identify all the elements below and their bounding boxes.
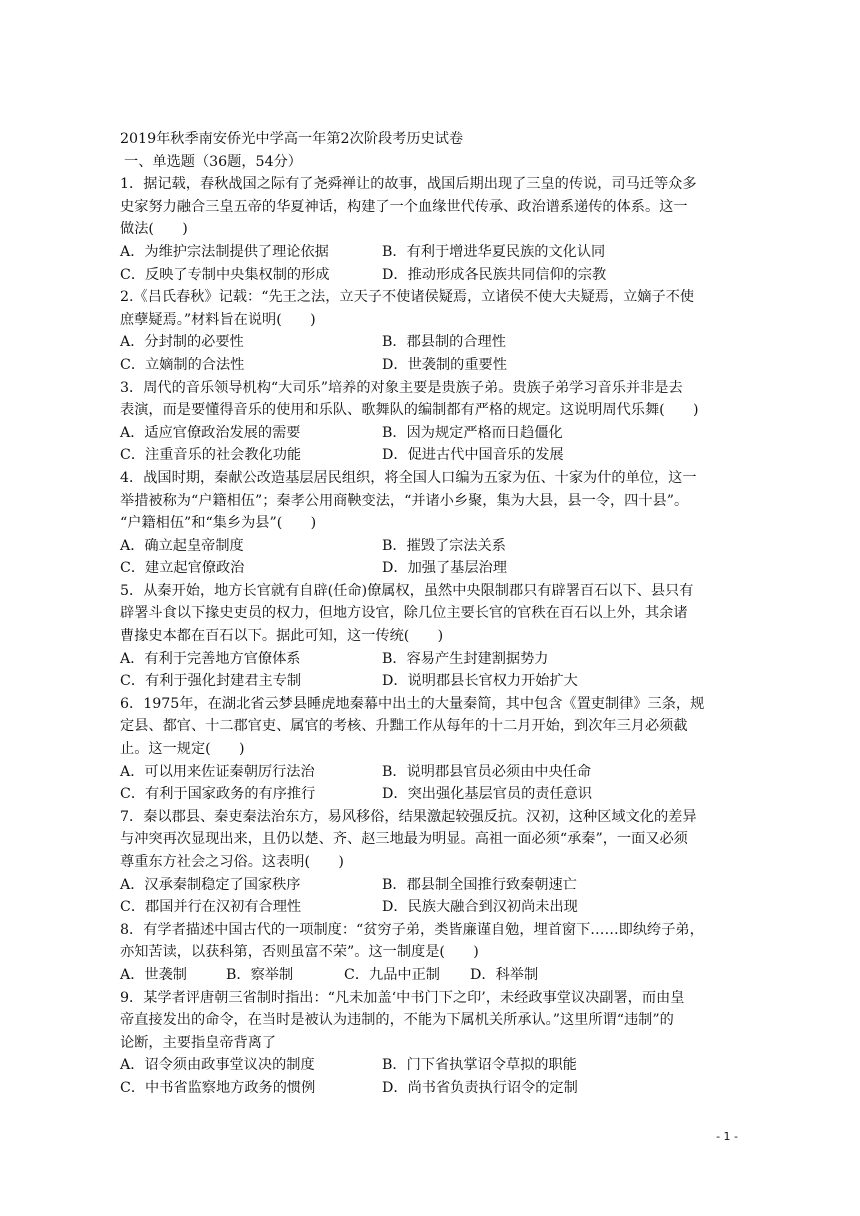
question-text-line: “户籍相伍”和“集乡为县”( )	[120, 515, 317, 532]
option-b: B．说明郡县官员必须由中央任命	[382, 763, 592, 780]
option-b: B．门下省执掌诏令草拟的职能	[382, 1057, 577, 1074]
question-text-line: 论断，主要指皇帝背离了	[120, 1034, 277, 1051]
question-text-line: 举措被称为“户籍相伍”；秦孝公用商鞅变法，“并诸小乡聚，集为大县，县一令，四十县”。	[120, 492, 689, 509]
option-c: C．反映了专制中央集权制的形成	[120, 266, 330, 283]
options-row	[120, 422, 740, 445]
question-text-line: 亦知苦读，以获科第，否则虽富不荣”。这一制度是( )	[120, 944, 479, 961]
question-text-line: 止。这一规定( )	[120, 741, 245, 758]
question-text-line: 表演，而是要懂得音乐的使用和乐队、歌舞队的编制都有严格的规定。这说明周代乐舞( )	[120, 402, 699, 419]
question-2	[120, 286, 740, 376]
option-a: A．有利于完善地方官僚体系	[120, 650, 301, 667]
question-text-line: 尊重东方社会之习俗。这表明( )	[120, 854, 344, 870]
question-text-line: 史家努力融合三皇五帝的华夏神话，构建了一个血缘世代传承、政治谱系递传的体系。这一	[120, 198, 688, 215]
question-text-line: 与冲突再次显现出来，且仍以楚、齐、赵三地最为明显。高祖一面必须“承秦”，一面又必须	[120, 831, 688, 848]
options-row	[120, 783, 740, 806]
page-number: - 1 -	[716, 1130, 738, 1143]
question-6	[120, 693, 740, 806]
question-text-line: 5．从秦开始，地方长官就有自辟(任命)僚属权，虽然中央限制郡只有辟署百石以下、县只有	[120, 582, 694, 599]
option-a: A．诏令须由政事堂议决的制度	[120, 1057, 315, 1074]
option-a: A．世袭制	[120, 966, 187, 983]
question-text-line: 定县、都官、十二郡官吏、属官的考核、升黜工作从每年的十二月开始，到次年三月必须截	[120, 718, 688, 735]
option-c: C．郡国并行在汉初有合理性	[120, 899, 302, 916]
question-8	[120, 919, 740, 987]
option-d: D．促进古代中国音乐的发展	[382, 447, 564, 464]
option-a: A．分封制的必要性	[120, 334, 244, 351]
options-row	[120, 896, 740, 919]
option-c: C．有利于强化封建君主专制	[120, 673, 302, 690]
question-text-line: 3．周代的音乐领导机构“大司乐”培养的对象主要是贵族子弟。贵族子弟学习音乐并非是去	[120, 379, 683, 396]
options-row	[120, 241, 740, 264]
question-text-line: 1．据记载，春秋战国之际有了尧舜禅让的故事，战国后期出现了三皇的传说，司马迁等众多	[120, 176, 697, 193]
option-c: C．注重音乐的社会教化功能	[120, 447, 302, 464]
question-text-line: 7．秦以郡县、秦吏秦法治东方，易风移俗，结果激起较强反抗。汉初，这种区域文化的差异	[120, 808, 697, 825]
question-text-line: 4．战国时期，秦献公改造基层居民组织，将全国人口编为五家为伍、十家为什的单位，这一	[120, 469, 697, 486]
option-a: A．为维护宗法制提供了理论依据	[120, 243, 329, 260]
options-row	[120, 874, 740, 897]
question-1	[120, 173, 740, 286]
question-text-line: 6．1975年，在湖北省云梦县睡虎地秦幕中出土的大量秦简，其中包含《置吏制律》三条，规	[120, 695, 705, 712]
option-b: B．有利于增进华夏民族的文化认同	[382, 243, 606, 260]
options-row	[120, 331, 740, 354]
option-d: D．民族大融合到汉初尚未出现	[382, 899, 578, 916]
option-d: D．科举制	[470, 966, 539, 983]
question-text-line: 曹掾史本都在百石以下。据此可知，这一传统( )	[120, 628, 444, 645]
option-c: C．建立起官僚政治	[120, 560, 245, 577]
options-row	[120, 535, 740, 558]
options-row	[120, 444, 740, 467]
question-7	[120, 806, 740, 919]
question-text-line: 帝直接发出的命令，在当时是被认为违制的，不能为下属机关所承认。”这里所谓“违制”的	[120, 1012, 674, 1029]
question-3	[120, 377, 740, 467]
options-row	[120, 1077, 740, 1100]
option-d: D．加强了基层治理	[382, 560, 507, 577]
option-b: B．摧毁了宗法关系	[382, 537, 506, 554]
options-row	[120, 557, 740, 580]
question-text-line: 做法( )	[120, 221, 188, 238]
question-text-line: 8．有学者描述中国古代的一项制度：“贫穷子弟，类皆廉谨自勉，埋首窗下……即纨绔子弟，	[120, 921, 704, 938]
option-b: B．因为规定严格而日趋僵化	[382, 424, 563, 441]
question-list	[120, 173, 740, 1099]
options-row	[120, 761, 740, 784]
options-row	[120, 648, 740, 671]
question-text-line: 庶孽疑焉。”材料旨在说明( )	[120, 311, 316, 328]
option-c: C．立嫡制的合法性	[120, 356, 245, 373]
option-a: A．可以用来佐证秦朝厉行法治	[120, 763, 315, 780]
options-row	[120, 354, 740, 377]
option-d: D．突出强化基层官员的责任意识	[382, 786, 593, 803]
question-text-line: 辟署斗食以下掾史吏员的权力，但地方设官，除几位主要长官的官秩在百石以上外，其余诸	[120, 605, 688, 622]
options-row	[120, 964, 740, 987]
options-row	[120, 264, 740, 287]
option-b: B．郡县制全国推行致秦朝速亡	[382, 876, 577, 893]
option-a: A．汉承秦制稳定了国家秩序	[120, 876, 301, 893]
option-c: C．中书省监察地方政务的惯例	[120, 1079, 316, 1096]
options-row	[120, 670, 740, 693]
option-d: D．推动形成各民族共同信仰的宗教	[382, 266, 607, 283]
option-c: C．九品中正制	[344, 966, 440, 983]
option-b: B．察举制	[226, 966, 294, 983]
exam-title: 2019年秋季南安侨光中学高一年第2次阶段考历史试卷	[120, 131, 464, 147]
exam-content	[120, 128, 740, 1100]
question-4	[120, 467, 740, 580]
question-text-line: 2.《吕氏春秋》记载：“先王之法，立天子不使诸侯疑焉，立诸侯不使大夫疑焉，立嫡子不使	[120, 289, 695, 306]
option-d: D．说明郡县长官权力开始扩大	[382, 673, 578, 690]
option-d: D．世袭制的重要性	[382, 356, 507, 373]
question-5	[120, 580, 740, 693]
option-c: C．有利于国家政务的有序推行	[120, 786, 316, 803]
question-text-line: 9．某学者评唐朝三省制时指出：“凡未加盖‘中书门下之印’，未经政事堂议决副署，而由皇	[120, 989, 685, 1006]
option-d: D．尚书省负责执行诏令的定制	[382, 1079, 578, 1096]
option-a: A．确立起皇帝制度	[120, 537, 244, 554]
section-heading: 一、单选题（36题，54分）	[124, 153, 302, 170]
option-a: A．适应官僚政治发展的需要	[120, 424, 301, 441]
options-row	[120, 1054, 740, 1077]
option-b: B．郡县制的合理性	[382, 334, 506, 351]
option-b: B．容易产生封建割据势力	[382, 650, 549, 667]
question-9	[120, 987, 740, 1100]
